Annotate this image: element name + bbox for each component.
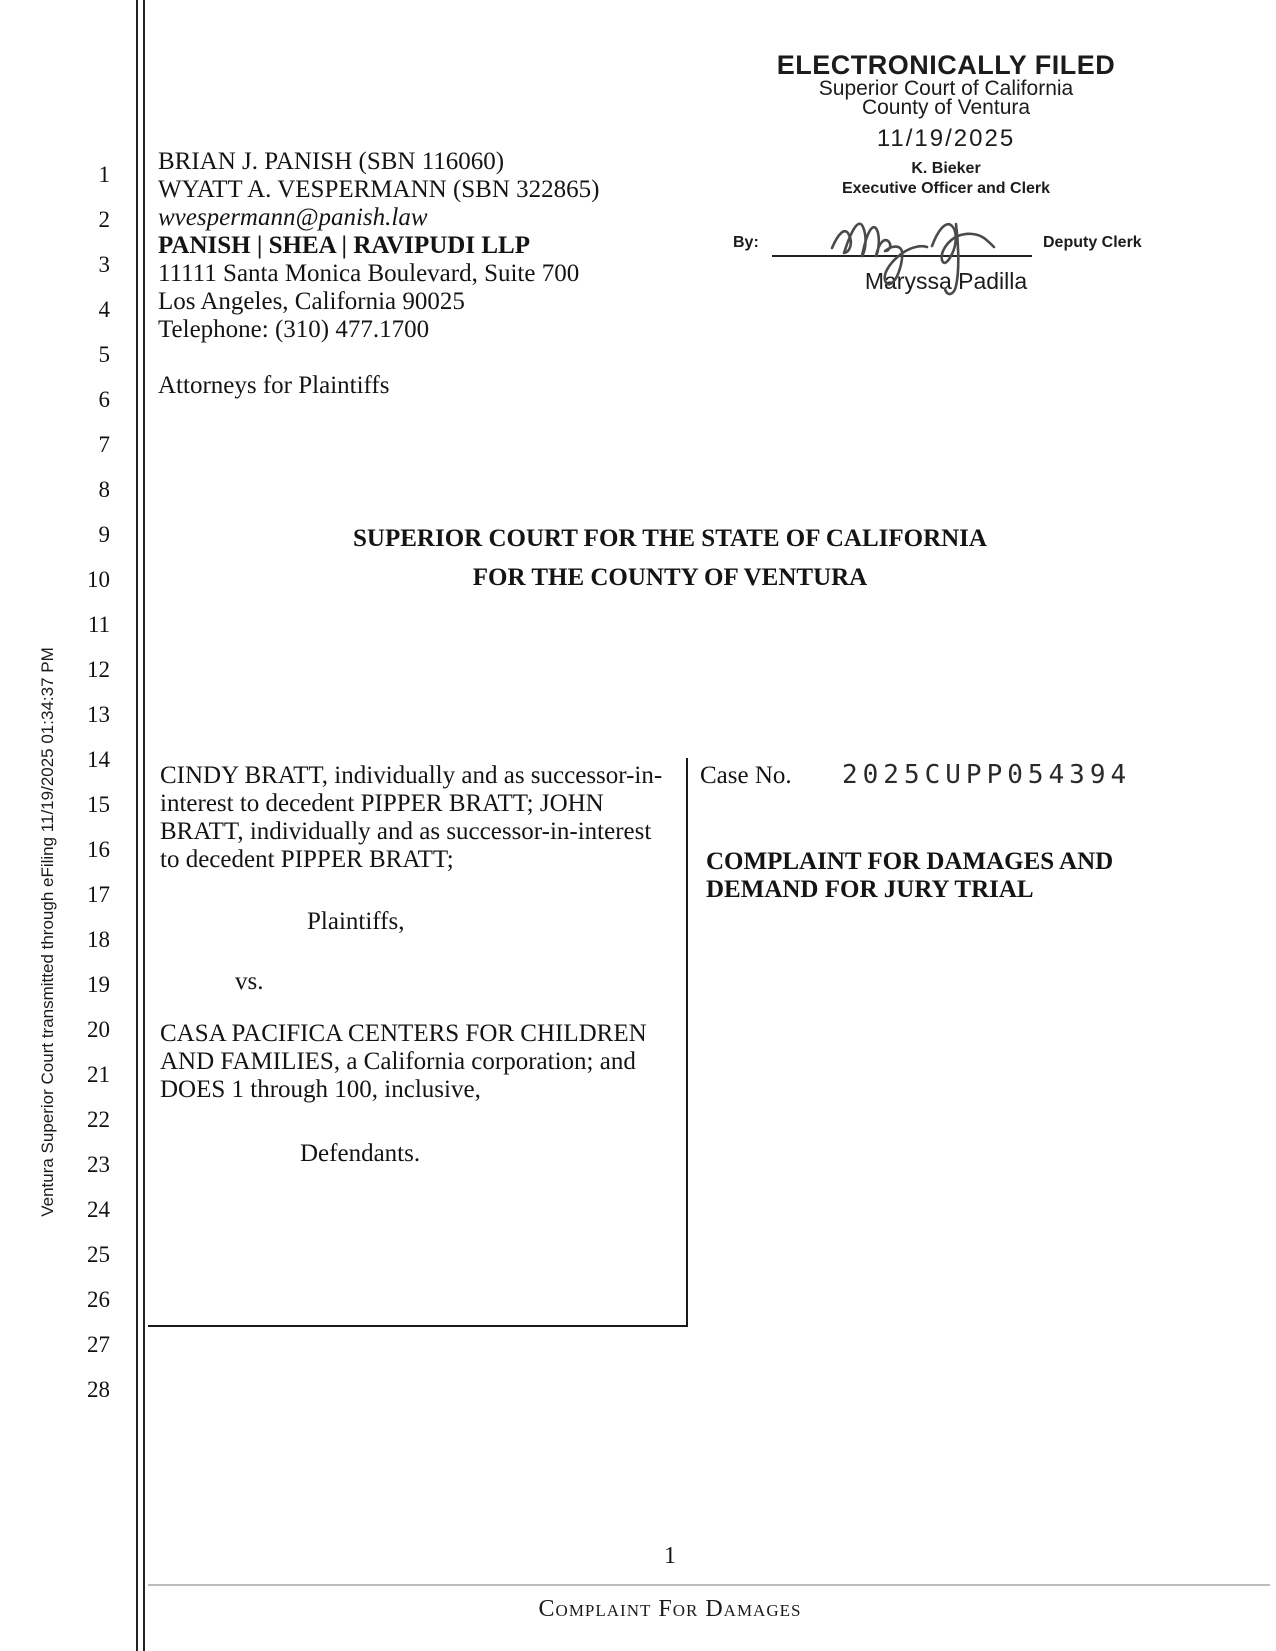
line-number: 2 xyxy=(98,207,110,232)
line-number: 9 xyxy=(98,522,110,547)
attorney-name-2: WYATT A. VESPERMANN (SBN 322865) xyxy=(158,176,600,203)
line-number: 21 xyxy=(87,1062,110,1087)
line-number-column xyxy=(0,152,110,1412)
firm-address-street: 11111 Santa Monica Boulevard, Suite 700 xyxy=(158,260,580,287)
stamp-deputy-clerk-label: Deputy Clerk xyxy=(1043,234,1142,251)
stamp-by-label: By: xyxy=(733,234,759,251)
defendants-label: Defendants. xyxy=(300,1140,421,1167)
footer-rule xyxy=(148,1584,1270,1586)
line-number: 19 xyxy=(87,972,110,997)
case-number-label: Case No. xyxy=(700,762,792,789)
line-number: 1 xyxy=(98,162,110,187)
line-number: 22 xyxy=(87,1107,110,1132)
court-title-line2: FOR THE COUNTY OF VENTURA xyxy=(472,564,868,591)
line-number: 6 xyxy=(98,387,110,412)
attorney-role: Attorneys for Plaintiffs xyxy=(158,372,390,399)
plaintiffs-label: Plaintiffs, xyxy=(307,908,405,935)
page-number: 1 xyxy=(664,1543,676,1569)
line-number: 23 xyxy=(87,1152,110,1177)
attorney-name-1: BRIAN J. PANISH (SBN 116060) xyxy=(158,148,505,175)
efiling-transmission-note: Ventura Superior Court transmitted through eFiling 11/19/2025 01:34:37 PM xyxy=(38,647,57,1217)
handwritten-signature-icon xyxy=(826,188,1036,308)
stamp-court: Superior Court of California xyxy=(818,77,1074,100)
stamp-county: County of Ventura xyxy=(861,96,1031,119)
line-number: 5 xyxy=(98,342,110,367)
stamp-clerk-title: Executive Officer and Clerk xyxy=(841,180,1051,197)
caption-bottom-rule xyxy=(148,1325,688,1327)
stamp-deputy-name: Maryssa Padilla xyxy=(864,268,1028,294)
law-firm-name: PANISH | SHEA | RAVIPUDI LLP xyxy=(158,232,530,259)
line-number: 8 xyxy=(98,477,110,502)
line-number: 24 xyxy=(87,1197,110,1222)
document-title-line2: DEMAND FOR JURY TRIAL xyxy=(706,876,1034,903)
attorney-email: wvespermann@panish.law xyxy=(158,204,428,231)
line-number: 7 xyxy=(98,432,110,457)
firm-address-city: Los Angeles, California 90025 xyxy=(158,288,465,315)
stamp-title: ELECTRONICALLY FILED xyxy=(776,50,1116,80)
line-number: 26 xyxy=(87,1287,110,1312)
line-number: 18 xyxy=(87,927,110,952)
line-number: 20 xyxy=(87,1017,110,1042)
line-number: 13 xyxy=(87,702,110,727)
line-number: 15 xyxy=(87,792,110,817)
line-number: 4 xyxy=(98,297,110,322)
pleading-rule-inner xyxy=(143,0,145,1651)
line-number: 16 xyxy=(87,837,110,862)
stamp-filing-date: 11/19/2025 xyxy=(876,125,1016,152)
firm-phone: Telephone: (310) 477.1700 xyxy=(158,316,430,343)
pleading-rule-outer xyxy=(136,0,138,1651)
line-number: 28 xyxy=(87,1377,110,1402)
attorney-block xyxy=(158,148,599,344)
plaintiffs-names: CINDY BRATT, individually and as successor-in-interest to decedent PIPPER BRATT; JOHN BRATT, individually and as successor-in-interest to decedent PIPPER BRATT; xyxy=(160,762,663,873)
court-title-line1: SUPERIOR COURT FOR THE STATE OF CALIFORNIA xyxy=(353,525,987,552)
line-number: 12 xyxy=(87,657,110,682)
case-number-value: 2025CUPP054394 xyxy=(842,760,1132,790)
line-number: 11 xyxy=(87,612,110,637)
defendants-names: CASA PACIFICA CENTERS FOR CHILDREN AND FAMILIES, a California corporation; and DOES 1 through 100, inclusive, xyxy=(160,1020,647,1103)
footer-document-title: Complaint For Damages xyxy=(538,1596,802,1622)
stamp-clerk-name: K. Bieker xyxy=(911,160,981,177)
electronic-filing-stamp xyxy=(706,48,1186,308)
line-number: 10 xyxy=(87,567,110,592)
line-number: 17 xyxy=(87,882,110,907)
document-title-line1: COMPLAINT FOR DAMAGES AND xyxy=(706,848,1114,875)
line-number: 25 xyxy=(87,1242,110,1267)
line-number: 3 xyxy=(98,252,110,277)
line-number: 14 xyxy=(87,747,110,772)
line-number: 27 xyxy=(87,1332,110,1357)
caption-divider-rule xyxy=(686,758,688,1325)
versus-label: vs. xyxy=(235,968,264,995)
